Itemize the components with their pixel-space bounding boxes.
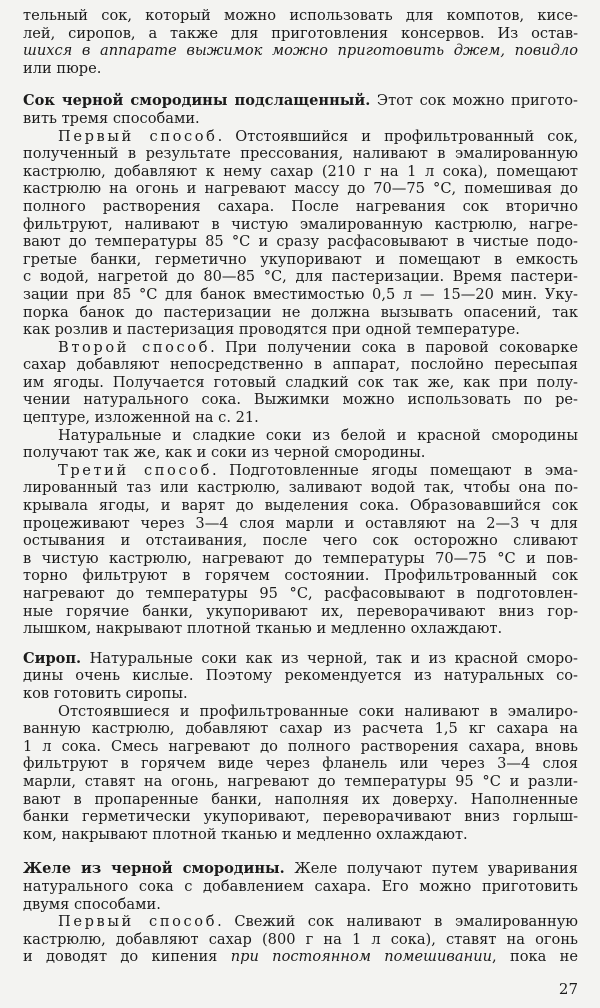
- emphasis-text: шихся в аппарате выжимок можно приготовить джем, повидло: [23, 42, 578, 60]
- text-segment: гретые банки, герметично укупоривают и помещают в емкость: [23, 250, 578, 268]
- text-line: [23, 896, 578, 914]
- text-segment: вают до температуры 85 °С и сразу расфасовывают в чистые подо-: [23, 233, 578, 251]
- paragraph: [23, 427, 578, 462]
- text-line: [23, 409, 578, 427]
- text-segment: зации при 85 °С для банок вместимостью 0,5 л — 15—20 мин. Уку-: [23, 285, 578, 303]
- text-line: [23, 391, 578, 409]
- text-line: [23, 860, 578, 878]
- paragraph: [23, 92, 578, 127]
- text-segment: получают так же, как и соки из черной смородины.: [23, 444, 426, 462]
- text-segment: . Подготовленные ягоды помещают в эма-: [212, 461, 578, 479]
- text-segment: . Отстоявшийся и профильтрованный сок,: [217, 127, 578, 145]
- text-line: [23, 163, 578, 181]
- text-segment: или пюре.: [23, 59, 102, 77]
- text-line: [23, 374, 578, 392]
- text-segment: 1 л сока. Смесь нагревают до полного растворения сахара, вновь: [23, 737, 578, 755]
- text-segment: Отстоявшиеся и профильтрованные соки наливают в эмалиро-: [58, 702, 578, 720]
- text-line: [23, 826, 578, 844]
- text-line: [23, 479, 578, 497]
- paragraph: [23, 128, 578, 339]
- text-segment: нагревают до температуры 95 °С, расфасовывают в подготовлен-: [23, 585, 578, 602]
- text-line: [23, 808, 578, 826]
- text-line: [23, 948, 578, 966]
- text-line: [23, 42, 578, 60]
- text-segment: Желе получают путем уваривания: [284, 860, 578, 878]
- emphasis-text: при постоянном помешивании: [230, 948, 492, 966]
- text-line: [23, 931, 578, 949]
- text-line: [23, 180, 578, 198]
- text-segment: вить тремя способами.: [23, 109, 200, 127]
- paragraph: [23, 7, 578, 77]
- text-line: [23, 667, 578, 685]
- text-segment: остывания и отстаивания, после чего сок осторожно сливают: [23, 532, 578, 550]
- text-segment: . При получении сока в паровой соковарке: [210, 338, 578, 356]
- text-line: [23, 497, 578, 515]
- text-segment: им ягоды. Получается готовый сладкий сок так же, как при полу-: [23, 373, 578, 391]
- text-segment: в чистую кастрюлю, нагревают до температуры 70—75 °С и пов-: [23, 549, 578, 567]
- text-line: [23, 567, 578, 585]
- text-segment: дины очень кислые. Поэтому рекомендуется из натуральных со-: [23, 667, 578, 685]
- section-heading: Сок черной смородины подслащенный.: [23, 92, 371, 110]
- text-segment: как розлив и пастеризация проводятся при одной температуре.: [23, 321, 520, 339]
- page-number: 27: [558, 980, 578, 998]
- text-line: [23, 233, 578, 251]
- text-line: [23, 585, 578, 603]
- text-segment: . Свежий сок наливают в эмалированную: [217, 913, 578, 931]
- text-segment: лышком, накрывают плотной тканью и медленно охлаждают.: [23, 620, 503, 638]
- text-line: [23, 773, 578, 791]
- text-line: [23, 321, 578, 339]
- text-segment: и доводят до кипения: [23, 948, 231, 966]
- text-line: [23, 92, 578, 110]
- text-line: [23, 25, 578, 43]
- paragraph: [23, 703, 578, 844]
- paragraph: [23, 650, 578, 703]
- text-segment: Натуральные и сладкие соки из белой и красной смородины: [58, 426, 578, 444]
- text-segment: лированный таз или кастрюлю, заливают водой так, чтобы она по-: [23, 479, 578, 497]
- text-segment: натурального сока с добавлением сахара. Его можно приготовить: [23, 877, 578, 895]
- text-line: [23, 650, 578, 668]
- paragraph: [23, 913, 578, 966]
- text-segment: полного растворения сахара. После нагревания сок вторично: [23, 197, 578, 215]
- text-line: [23, 356, 578, 374]
- text-line: [23, 755, 578, 773]
- text-segment: кастрюлю, добавляют к нему сахар (210 г на 1 л сока), помещают: [23, 162, 578, 180]
- text-line: [23, 427, 578, 445]
- text-line: [23, 462, 578, 480]
- text-segment: крывала ягоды, и варят до выделения сока. Образовавшийся сок: [23, 497, 578, 515]
- text-segment: двумя способами.: [23, 895, 161, 913]
- text-segment: Натуральные соки как из черной, так и из красной сморо-: [81, 649, 578, 667]
- text-segment: кастрюлю на огонь и нагревают массу до 70—75 °С, помешивая до: [23, 180, 578, 198]
- text-line: [23, 60, 578, 78]
- text-line: [23, 515, 578, 533]
- text-segment: лей, сиропов, а также для приготовления консервов. Из остав-: [23, 24, 578, 42]
- section-heading: Желе из черной смородины.: [23, 860, 285, 878]
- text-line: [23, 791, 578, 809]
- text-segment: ванную кастрюлю, добавляют сахар из расчета 1,5 кг сахара на: [23, 720, 578, 738]
- method-label: Третий способ: [58, 461, 212, 479]
- section-heading: Сироп.: [23, 649, 82, 667]
- text-segment: , пока не: [492, 948, 578, 966]
- text-line: [23, 703, 578, 721]
- method-label: Первый способ: [58, 913, 218, 931]
- text-line: [23, 110, 578, 128]
- text-segment: торно фильтруют в горячем состоянии. Профильтрованный сок: [23, 567, 578, 585]
- text-line: [23, 216, 578, 234]
- text-segment: ков готовить сиропы.: [23, 684, 188, 702]
- text-segment: чении натурального сока. Выжимки можно использовать по ре-: [23, 391, 578, 409]
- text-segment: порка банок до пастеризации не должна вызывать опасений, так: [23, 303, 578, 321]
- method-label: Первый способ: [58, 127, 218, 145]
- text-line: [23, 550, 578, 568]
- text-line: [23, 738, 578, 756]
- text-segment: фильтруют, наливают в чистую эмалированную кастрюлю, нагре-: [23, 215, 578, 233]
- text-segment: тельный сок, который можно использовать для компотов, кисе-: [23, 7, 578, 24]
- text-segment: цептуре, изложенной на с. 21.: [23, 409, 259, 427]
- text-segment: кастрюлю, добавляют сахар (800 г на 1 л сока), ставят на огонь: [23, 930, 578, 948]
- text-segment: сахар добавляют непосредственно в аппарат, послойно пересыпая: [23, 356, 578, 374]
- text-segment: с водой, нагретой до 80—85 °С, для пастеризации. Время пастери-: [23, 268, 578, 286]
- text-segment: марли, ставят на огонь, нагревают до температуры 95 °С и разли-: [23, 772, 578, 790]
- text-line: [23, 720, 578, 738]
- text-line: [23, 128, 578, 146]
- text-segment: вают в пропаренные банки, наполняя их доверху. Наполненные: [23, 790, 578, 808]
- text-line: [23, 251, 578, 269]
- paragraph: [23, 860, 578, 913]
- text-line: [23, 685, 578, 703]
- text-line: [23, 339, 578, 357]
- text-line: [23, 145, 578, 163]
- text-line: [23, 913, 578, 931]
- text-line: [23, 532, 578, 550]
- text-line: [23, 7, 578, 25]
- text-segment: полученный в результате прессования, наливают в эмалированную: [23, 145, 578, 163]
- text-line: [23, 603, 578, 621]
- text-segment: фильтруют в горячем виде через фланель или через 3—4 слоя: [23, 755, 578, 773]
- text-line: [23, 268, 578, 286]
- paragraph: [23, 339, 578, 427]
- text-segment: ком, накрывают плотной тканью и медленно охлаждают.: [23, 825, 468, 843]
- text-line: [23, 444, 578, 462]
- text-segment: Этот сок можно пригото-: [370, 92, 578, 110]
- text-line: [23, 198, 578, 216]
- text-line: [23, 304, 578, 322]
- text-line: [23, 620, 578, 638]
- text-line: [23, 878, 578, 896]
- method-label: Второй способ: [58, 338, 211, 356]
- paragraph: [23, 462, 578, 638]
- text-segment: банки герметически укупоривают, переворачивают вниз горлыш-: [23, 808, 578, 826]
- page-body: [23, 7, 578, 966]
- text-segment: процеживают через 3—4 слоя марли и оставляют на 2—3 ч для: [23, 514, 578, 532]
- text-line: [23, 286, 578, 304]
- text-segment: ные горячие банки, укупоривают их, переворачивают вниз гор-: [23, 602, 578, 620]
